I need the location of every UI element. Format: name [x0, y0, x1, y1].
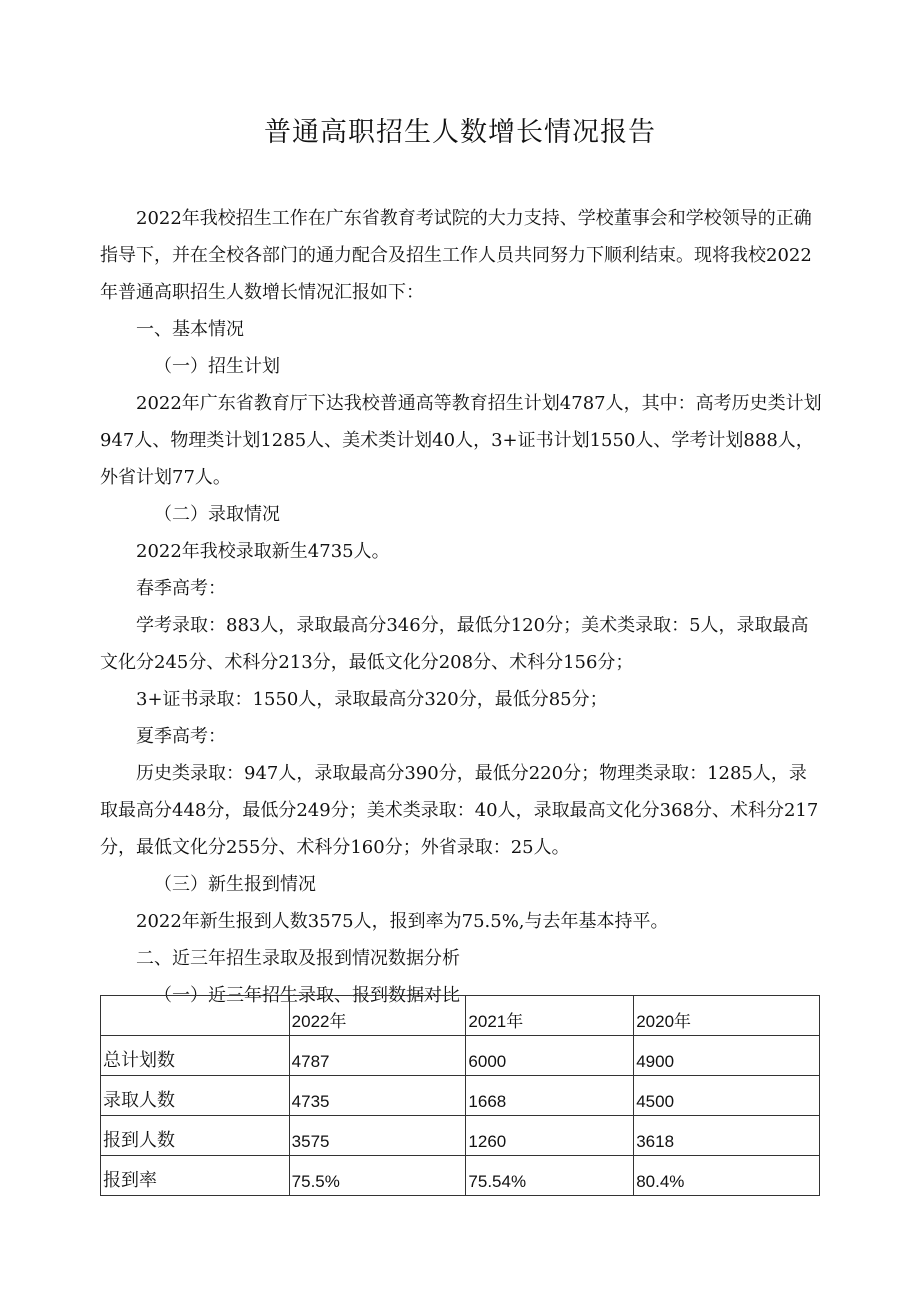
- summer-exam-paragraph: 历史类录取：947人，录取最高分390分，最低分220分；物理类录取：1285人，录取最高分448分，最低分249分；美术类录取：40人，录取最高文化分368分、术科分217分，最低文化分255分、术科分160分；外省录取：25人。: [100, 763, 819, 858]
- table-cell: 4735: [289, 1076, 466, 1116]
- certificate-paragraph: 3+证书录取：1550人，录取最高分320分，最低分85分；: [136, 689, 608, 710]
- table-cell: 4900: [634, 1036, 820, 1076]
- subsection-heading-admission: （二）录取情况: [154, 504, 280, 525]
- table-cell: 1668: [466, 1076, 634, 1116]
- document-title: 普通高职招生人数增长情况报告: [264, 117, 656, 148]
- table-header-cell: 2022年: [289, 996, 466, 1036]
- table-header-cell: [101, 996, 290, 1036]
- table-row-label: 总计划数: [101, 1036, 290, 1076]
- table-cell: 4787: [289, 1036, 466, 1076]
- summer-exam-heading: 夏季高考：: [136, 726, 226, 747]
- table-row: [101, 1036, 820, 1076]
- table-row-label: 报到人数: [101, 1116, 290, 1156]
- subsection-heading-registration: （三）新生报到情况: [154, 874, 316, 895]
- table-header-cell: 2020年: [634, 996, 820, 1036]
- subsection-heading-comparison: （一）近三年招生录取、报到数据对比: [154, 985, 460, 1006]
- table-cell: 3575: [289, 1116, 466, 1156]
- section-heading-analysis: 二、近三年招生录取及报到情况数据分析: [136, 948, 460, 969]
- table-row: [101, 1076, 820, 1116]
- table-cell: 75.5%: [289, 1156, 466, 1196]
- intro-paragraph: 2022年我校招生工作在广东省教育考试院的大力支持、学校董事会和学校领导的正确指导下，并在全校各部门的通力配合及招生工作人员共同努力下顺利结束。现将我校2022年普通高职招生人数增长情况汇报如下：: [100, 208, 812, 303]
- table-cell: 75.54%: [466, 1156, 634, 1196]
- document-body: [100, 200, 822, 1014]
- table-cell: 3618: [634, 1116, 820, 1156]
- table-cell: 4500: [634, 1076, 820, 1116]
- table-cell: 1260: [466, 1116, 634, 1156]
- table-header-row: [101, 996, 820, 1036]
- table-row: [101, 1116, 820, 1156]
- spring-exam-paragraph: 学考录取：883人，录取最高分346分，最低分120分；美术类录取：5人，录取最高文化分245分、术科分213分，最低文化分208分、术科分156分；: [100, 615, 809, 673]
- table-row: [101, 1156, 820, 1196]
- table-row-label: 报到率: [101, 1156, 290, 1196]
- admission-summary: 2022年我校录取新生4735人。: [136, 541, 390, 562]
- registration-paragraph: 2022年新生报到人数3575人，报到率为75.5%,与去年基本持平。: [136, 911, 669, 932]
- section-heading-basic: 一、基本情况: [136, 319, 244, 340]
- table-header-cell: 2021年: [466, 996, 634, 1036]
- plan-paragraph: 2022年广东省教育厅下达我校普通高等教育招生计划4787人，其中：高考历史类计划947人、物理类计划1285人、美术类计划40人，3+证书计划1550人、学考计划888人，外省计划77人。: [100, 393, 822, 488]
- spring-exam-heading: 春季高考：: [136, 578, 226, 599]
- subsection-heading-plan: （一）招生计划: [154, 356, 280, 377]
- table-cell: 80.4%: [634, 1156, 820, 1196]
- comparison-table: [100, 995, 820, 1196]
- table-cell: 6000: [466, 1036, 634, 1076]
- table-row-label: 录取人数: [101, 1076, 290, 1116]
